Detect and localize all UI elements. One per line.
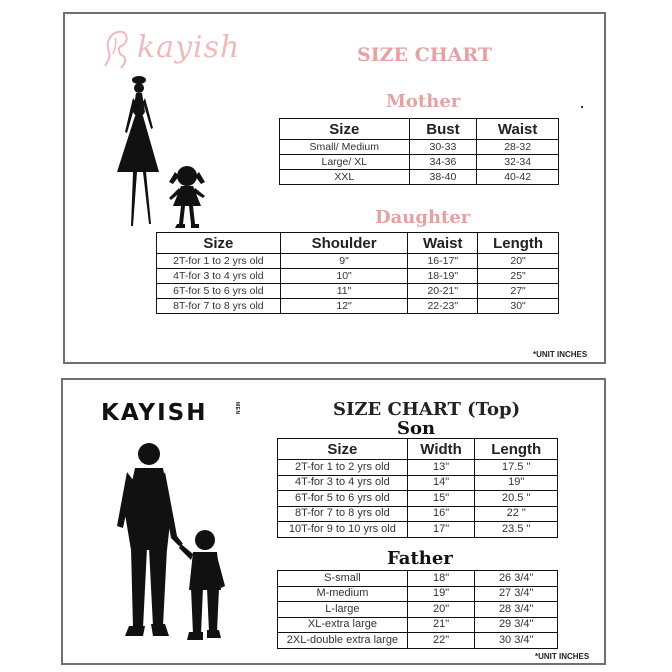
kayish-logo: [103, 28, 240, 70]
table-cell: 8T-for 7 to 8 yrs old: [157, 299, 281, 314]
table-cell: 18": [407, 571, 475, 587]
table-cell: 38-40: [409, 170, 477, 185]
table-row: [157, 284, 559, 299]
table-cell: XXL: [280, 170, 410, 185]
table-header-row: [157, 233, 559, 254]
table-row: [278, 506, 558, 522]
table-cell: 16-17": [408, 254, 478, 269]
table-cell: 29 3/4": [475, 617, 558, 633]
column-header: Width: [407, 439, 475, 460]
father-son-size-card: [61, 378, 606, 665]
mother-daughter-silhouette-icon: [109, 72, 219, 242]
table-cell: Small/ Medium: [280, 140, 410, 155]
table-cell: 23.5 ": [475, 522, 558, 538]
table-cell: 28-32: [477, 140, 559, 155]
table-cell: 6T-for 5 to 6 yrs old: [157, 284, 281, 299]
father-son-silhouette-icon: [113, 440, 233, 650]
column-header: Length: [475, 439, 558, 460]
table-cell: 10": [280, 269, 408, 284]
table-cell: 15": [407, 491, 475, 507]
table-cell: 10T-for 9 to 10 yrs old: [278, 522, 408, 538]
table-cell: 28 3/4": [475, 602, 558, 618]
table-row: [278, 460, 558, 476]
unit-note: *UNIT INCHES: [533, 350, 588, 359]
table-row: [278, 491, 558, 507]
decorative-dot: [581, 106, 583, 108]
table-cell: 13": [407, 460, 475, 476]
mother-size-table: [279, 118, 559, 185]
table-cell: S-small: [278, 571, 408, 587]
table-cell: 30-33: [409, 140, 477, 155]
mother-heading: Mother: [386, 91, 461, 112]
size-chart-title: SIZE CHART: [357, 44, 492, 66]
column-header: Length: [478, 233, 559, 254]
table-row: [278, 586, 558, 602]
son-heading: Son: [397, 418, 436, 439]
table-cell: 27 3/4": [475, 586, 558, 602]
table-cell: 2XL-double extra large: [278, 633, 408, 649]
table-cell: 40-42: [477, 170, 559, 185]
table-row: [157, 299, 559, 314]
table-cell: 8T-for 7 to 8 yrs old: [278, 506, 408, 522]
column-header: Waist: [408, 233, 478, 254]
table-header-row: [278, 439, 558, 460]
table-cell: 30": [478, 299, 559, 314]
daughter-heading: Daughter: [375, 207, 471, 228]
table-cell: M-medium: [278, 586, 408, 602]
mother-daughter-size-card: [63, 12, 606, 364]
table-cell: 17": [407, 522, 475, 538]
kayish-men-logo: KAYISH: [101, 400, 208, 426]
column-header: Size: [280, 119, 410, 140]
table-cell: 9": [280, 254, 408, 269]
table-cell: 2T-for 1 to 2 yrs old: [157, 254, 281, 269]
table-cell: 21": [407, 617, 475, 633]
size-chart-top-title: SIZE CHART (Top): [333, 399, 521, 420]
father-size-table: [277, 570, 558, 649]
table-cell: 32-34: [477, 155, 559, 170]
son-size-table: [277, 438, 558, 538]
table-cell: 22": [407, 633, 475, 649]
table-row: [278, 522, 558, 538]
table-cell: 20-21": [408, 284, 478, 299]
table-cell: 34-36: [409, 155, 477, 170]
table-cell: 2T-for 1 to 2 yrs old: [278, 460, 408, 476]
table-row: [278, 633, 558, 649]
unit-note: *UNIT INCHES: [535, 652, 590, 661]
table-cell: 22 ": [475, 506, 558, 522]
column-header: Bust: [409, 119, 477, 140]
table-cell: 16": [407, 506, 475, 522]
table-cell: 6T-for 5 to 6 yrs old: [278, 491, 408, 507]
table-row: [278, 475, 558, 491]
table-cell: Large/ XL: [280, 155, 410, 170]
table-row: [278, 617, 558, 633]
kayish-logo-text: kayish: [137, 30, 241, 65]
table-cell: 20": [478, 254, 559, 269]
table-cell: 20": [407, 602, 475, 618]
table-cell: 11": [280, 284, 408, 299]
father-heading: Father: [387, 548, 453, 569]
table-cell: L-large: [278, 602, 408, 618]
table-row: [280, 155, 559, 170]
table-cell: 30 3/4": [475, 633, 558, 649]
table-cell: 4T-for 3 to 4 yrs old: [157, 269, 281, 284]
table-cell: 19": [407, 586, 475, 602]
table-row: [157, 254, 559, 269]
table-cell: 18-19": [408, 269, 478, 284]
column-header: Shoulder: [280, 233, 408, 254]
table-header-row: [280, 119, 559, 140]
table-cell: 25": [478, 269, 559, 284]
table-cell: 12": [280, 299, 408, 314]
table-cell: 20.5 ": [475, 491, 558, 507]
table-cell: 19": [475, 475, 558, 491]
table-row: [278, 602, 558, 618]
column-header: Size: [157, 233, 281, 254]
table-cell: 17.5 ": [475, 460, 558, 476]
table-row: [280, 140, 559, 155]
table-row: [278, 571, 558, 587]
table-row: [157, 269, 559, 284]
table-cell: XL-extra large: [278, 617, 408, 633]
table-cell: 22-23": [408, 299, 478, 314]
table-cell: 26 3/4": [475, 571, 558, 587]
kayish-logo-icon: [103, 28, 137, 70]
column-header: Size: [278, 439, 408, 460]
table-cell: 27": [478, 284, 559, 299]
kayish-men-sublabel: MEN: [234, 402, 240, 415]
column-header: Waist: [477, 119, 559, 140]
daughter-size-table: [156, 232, 559, 314]
table-cell: 14": [407, 475, 475, 491]
table-cell: 4T-for 3 to 4 yrs old: [278, 475, 408, 491]
table-row: [280, 170, 559, 185]
